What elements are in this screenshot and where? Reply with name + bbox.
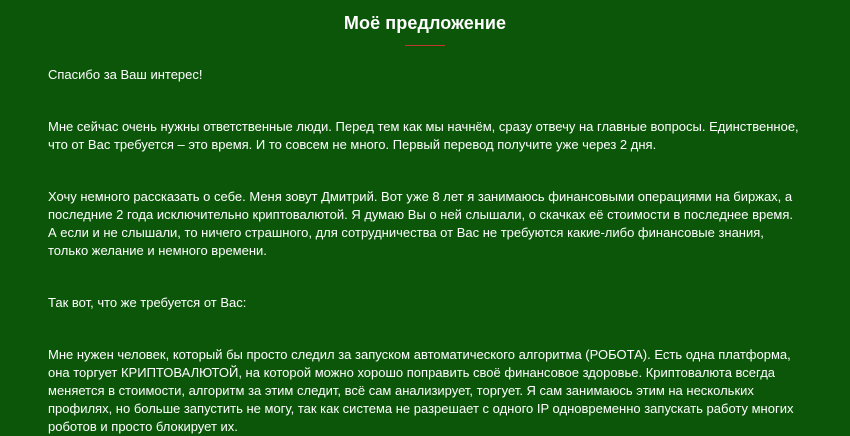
- paragraph-intro: Мне сейчас очень нужны ответственные люди. Перед тем как мы начнём, сразу отвечу на главные вопросы. Единственное, что от Вас требуется – это время. И то совсем не много. Первый перевод получите уже через 2 дня.: [48, 119, 799, 152]
- paragraph-about-me: Хочу немного рассказать о себе. Меня зовут Дмитрий. Вот уже 8 лет я занимаюсь финансовыми операциями на биржах, а последние 2 года исключительно криптовалютой. Я думаю Вы о ней слышали, о скачках её стоимости в последнее время. А если и не слышали, то ничего страшного, для сотрудничества от Вас не требуются какие-либо финансовые знания, только желание и немного времени.: [48, 189, 794, 258]
- paragraph-greeting: Спасибо за Ваш интерес!: [48, 67, 203, 82]
- paragraph-requirements-heading: Так вот, что же требуется от Вас:: [48, 295, 247, 310]
- title-underline: [405, 45, 445, 46]
- paragraph-robot-description: Мне нужен человек, который бы просто следил за запуском автоматического алгоритма (РОБОТА). Есть одна платформа, она торгует КРИПТОВАЛЮТОЙ, на которой можно хорошо поправить своё финансовое здоровье. Криптовалюта всегда меняется в стоимости, алгоритм за этим следит, всё сам анализирует, торгует. Я сам занимаюсь этим на нескольких профилях, но больше запустить не могу, так как система не разрешает с одного IP одновременно запускать работу многих роботов и просто блокирует их.: [48, 347, 794, 434]
- section-title: Моё предложение: [343, 13, 507, 33]
